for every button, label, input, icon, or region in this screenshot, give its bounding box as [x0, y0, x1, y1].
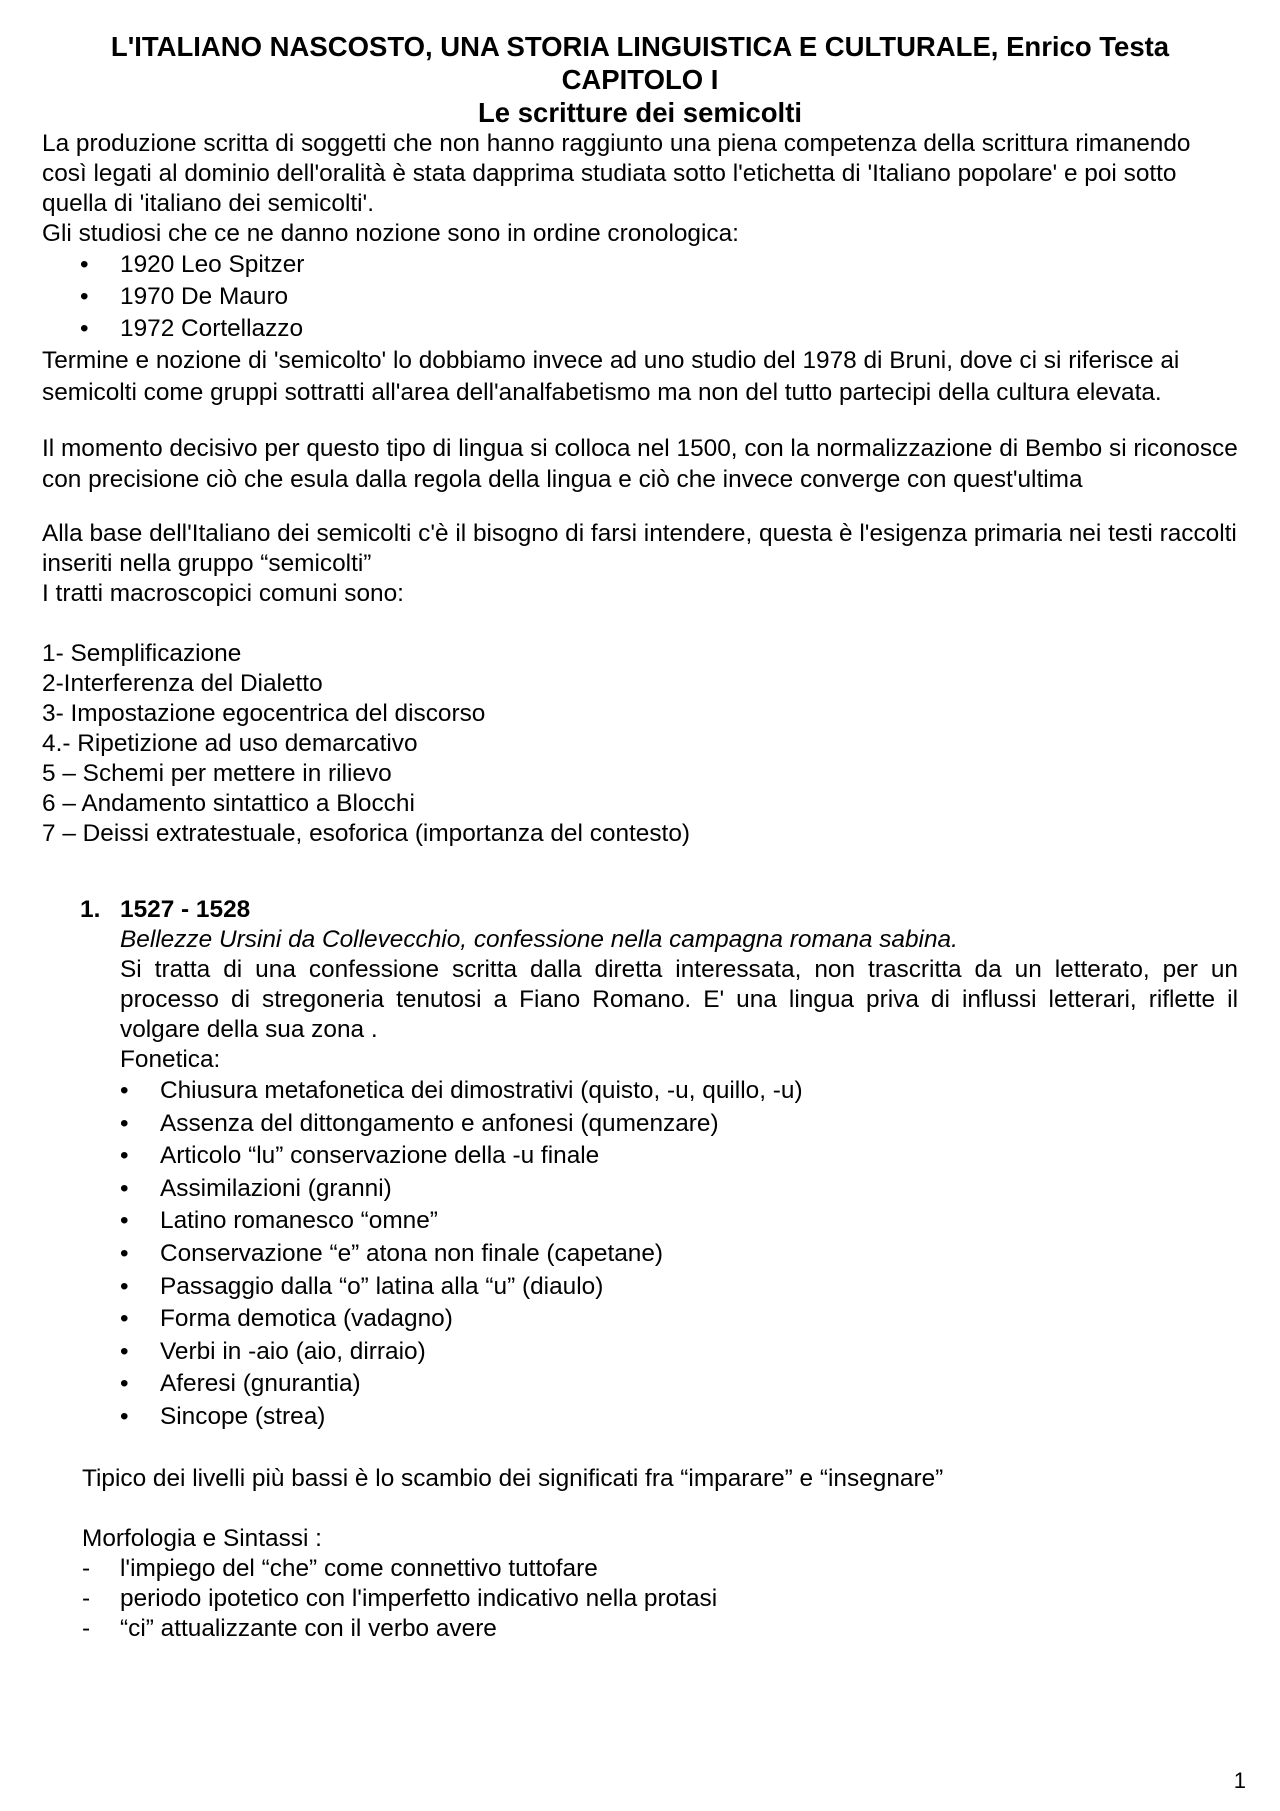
list-item: • Latino romanesco “omne” — [82, 1205, 1238, 1238]
list-item: • Sincope (strea) — [82, 1401, 1238, 1434]
bullet-icon: • — [120, 1239, 129, 1267]
list-item: • 1920 Leo Spitzer — [42, 249, 1238, 281]
list-item: • Passaggio dalla “o” latina alla “u” (diaulo) — [82, 1271, 1238, 1304]
list-item: • 1970 De Mauro — [42, 281, 1238, 313]
bullet-icon: • — [120, 1370, 129, 1398]
base-paragraph: Alla base dell'Italiano dei semicolti c'è il bisogno di farsi intendere, questa è l'esigenza primaria nei testi raccolti inseriti nella gruppo “semicolti” — [42, 520, 1237, 577]
list-item: 1- Semplificazione — [42, 640, 242, 667]
document-title: L'ITALIANO NASCOSTO, UNA STORIA LINGUISTICA E CULTURALE, Enrico Testa — [110, 31, 1170, 62]
list-item: - periodo ipotetico con l'imperfetto indicativo nella protasi — [82, 1584, 718, 1612]
dash-icon: - — [82, 1584, 91, 1612]
chapter-title: Le scritture dei semicolti — [478, 97, 802, 128]
list-item: 3- Impostazione egocentrica del discorso — [42, 700, 486, 727]
bullet-icon: • — [120, 1402, 129, 1430]
scholars-lead: Gli studiosi che ce ne danno nozione sono in ordine cronologica: — [42, 220, 739, 247]
list-item: • Conservazione “e” atona non finale (capetane) — [82, 1238, 1238, 1271]
chapter-heading: CAPITOLO I — [561, 64, 719, 95]
list-item: • Assimilazioni (granni) — [82, 1173, 1238, 1206]
note-paragraph: Tipico dei livelli più bassi è lo scambio dei significati fra “imparare” e “insegnare” — [82, 1464, 944, 1492]
bullet-icon: • — [120, 1337, 129, 1365]
section-subtitle: Bellezze Ursini da Collevecchio, confessione nella campagna romana sabina. — [120, 926, 958, 953]
scholars-list — [42, 249, 1238, 345]
list-item: • Articolo “lu” conservazione della -u finale — [82, 1140, 1238, 1173]
list-item: • Aferesi (gnurantia) — [82, 1368, 1238, 1401]
bullet-icon: • — [80, 251, 89, 278]
bullet-icon: • — [120, 1077, 129, 1104]
page-number: 1 — [1233, 1768, 1246, 1793]
bullet-icon: • — [80, 283, 89, 310]
dash-icon: - — [82, 1554, 91, 1582]
morphology-list — [42, 1554, 1238, 1644]
bullet-icon: • — [120, 1207, 129, 1235]
bullet-icon: • — [120, 1305, 129, 1333]
bullet-icon: • — [120, 1272, 129, 1300]
list-item: • Forma demotica (vadagno) — [82, 1303, 1238, 1336]
intro-paragraph: La produzione scritta di soggetti che non hanno raggiunto una piena competenza della scrittura rimanendo così legati al dominio dell'oralità è stata dapprima studiata sotto l'etichetta di 'Italiano popolare' e poi sotto quella di 'italiano dei semicolti'. — [42, 130, 1191, 217]
section-description: Si tratta di una confessione scritta dalla diretta interessata, non trascritta da un letterato, per un processo di stregoneria tenutosi a Fiano Romano. E' una lingua priva di influssi letterari, riflette il volgare della sua zona . — [120, 956, 1238, 1043]
list-item: - “ci” attualizzante con il verbo avere — [82, 1614, 497, 1642]
list-item: - l'impiego del “che” come connettivo tuttofare — [82, 1554, 598, 1582]
section-1527 — [42, 895, 1238, 1075]
list-item: • Chiusura metafonetica dei dimostrativi (quisto, -u, quillo, -u) — [82, 1075, 1238, 1108]
phonetics-list — [42, 1075, 1238, 1434]
semicolto-paragraph: Termine e nozione di 'semicolto' lo dobbiamo invece ad uno studio del 1978 di Bruni, dove ci si riferisce ai semicolti come gruppi sottratti all'area dell'analfabetismo ma non del tutto partecipi della cultura elevata. — [42, 347, 1180, 406]
document-page — [42, 30, 1238, 1644]
list-item: 4.- Ripetizione ad uso demarcativo — [42, 730, 418, 757]
list-item: • Verbi in -aio (aio, dirraio) — [82, 1336, 1238, 1369]
bullet-icon: • — [120, 1109, 129, 1137]
section-number: 1. — [80, 896, 101, 923]
dash-icon: - — [82, 1614, 91, 1642]
bullet-icon: • — [80, 315, 89, 342]
list-item: 2-Interferenza del Dialetto — [42, 670, 323, 697]
traits-lead: I tratti macroscopici comuni sono: — [42, 580, 404, 607]
list-item: 5 – Schemi per mettere in rilievo — [42, 760, 392, 787]
bullet-icon: • — [120, 1142, 129, 1170]
morphology-label: Morfologia e Sintassi : — [82, 1524, 322, 1552]
bembo-paragraph: Il momento decisivo per questo tipo di lingua si colloca nel 1500, con la normalizzazione di Bembo si riconosce con precisione ciò che esula dalla regola della lingua e ciò che invece converge con quest'ultima — [42, 435, 1238, 493]
list-item: • 1972 Cortellazzo — [42, 313, 1238, 345]
list-item: 7 – Deissi extratestuale, esoforica (importanza del contesto) — [42, 820, 691, 847]
list-item: 6 – Andamento sintattico a Blocchi — [42, 790, 415, 817]
traits-list — [42, 639, 1238, 849]
phonetics-label: Fonetica: — [120, 1046, 221, 1073]
section-years: 1527 - 1528 — [120, 896, 251, 923]
bullet-icon: • — [120, 1174, 129, 1202]
list-item: • Assenza del dittongamento e anfonesi (qumenzare) — [82, 1108, 1238, 1141]
